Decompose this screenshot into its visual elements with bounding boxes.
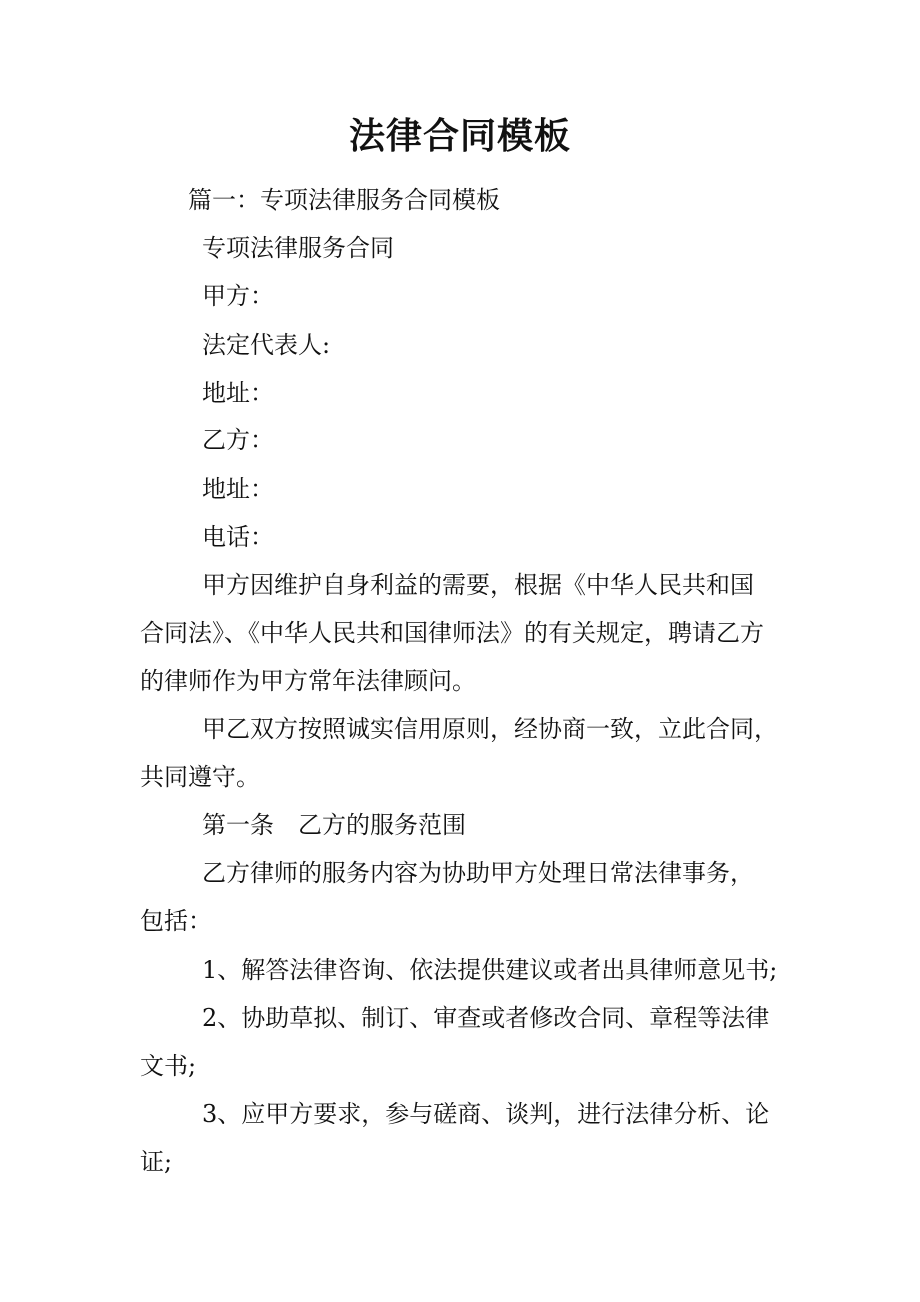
section-heading: 篇一：专项法律服务合同模板 — [188, 186, 500, 214]
phone-label: 电话： — [202, 523, 274, 551]
paragraph-line: 甲方因维护自身利益的需要，根据《中华人民共和国 — [202, 571, 754, 599]
contract-name: 专项法律服务合同 — [202, 234, 394, 262]
list-item: 3、应甲方要求，参与磋商、谈判，进行法律分析、论 — [202, 1100, 770, 1128]
list-item: 2、协助草拟、制订、审查或者修改合同、章程等法律 — [202, 1004, 770, 1032]
paragraph-line: 包括： — [140, 907, 212, 935]
list-item-continuation: 文书; — [140, 1052, 197, 1080]
party-b-label: 乙方： — [202, 426, 274, 454]
paragraph-line: 的律师作为甲方常年法律顾问。 — [140, 667, 476, 695]
list-item: 1、解答法律咨询、依法提供建议或者出具律师意见书; — [202, 956, 778, 984]
party-b-address-label: 地址： — [202, 475, 274, 503]
paragraph-line: 合同法》、《中华人民共和国律师法》的有关规定，聘请乙方 — [140, 619, 764, 647]
paragraph-line: 共同遵守。 — [140, 763, 260, 791]
party-a-address-label: 地址： — [202, 379, 274, 407]
article-heading: 第一条 乙方的服务范围 — [202, 811, 466, 839]
paragraph-line: 乙方律师的服务内容为协助甲方处理日常法律事务， — [202, 859, 754, 887]
legal-representative-label: 法定代表人: — [202, 331, 331, 359]
list-item-continuation: 证; — [140, 1148, 173, 1176]
document-title: 法律合同模板 — [348, 115, 571, 157]
party-a-label: 甲方： — [202, 282, 274, 310]
paragraph-line: 甲乙双方按照诚实信用原则，经协商一致，立此合同， — [202, 715, 778, 743]
